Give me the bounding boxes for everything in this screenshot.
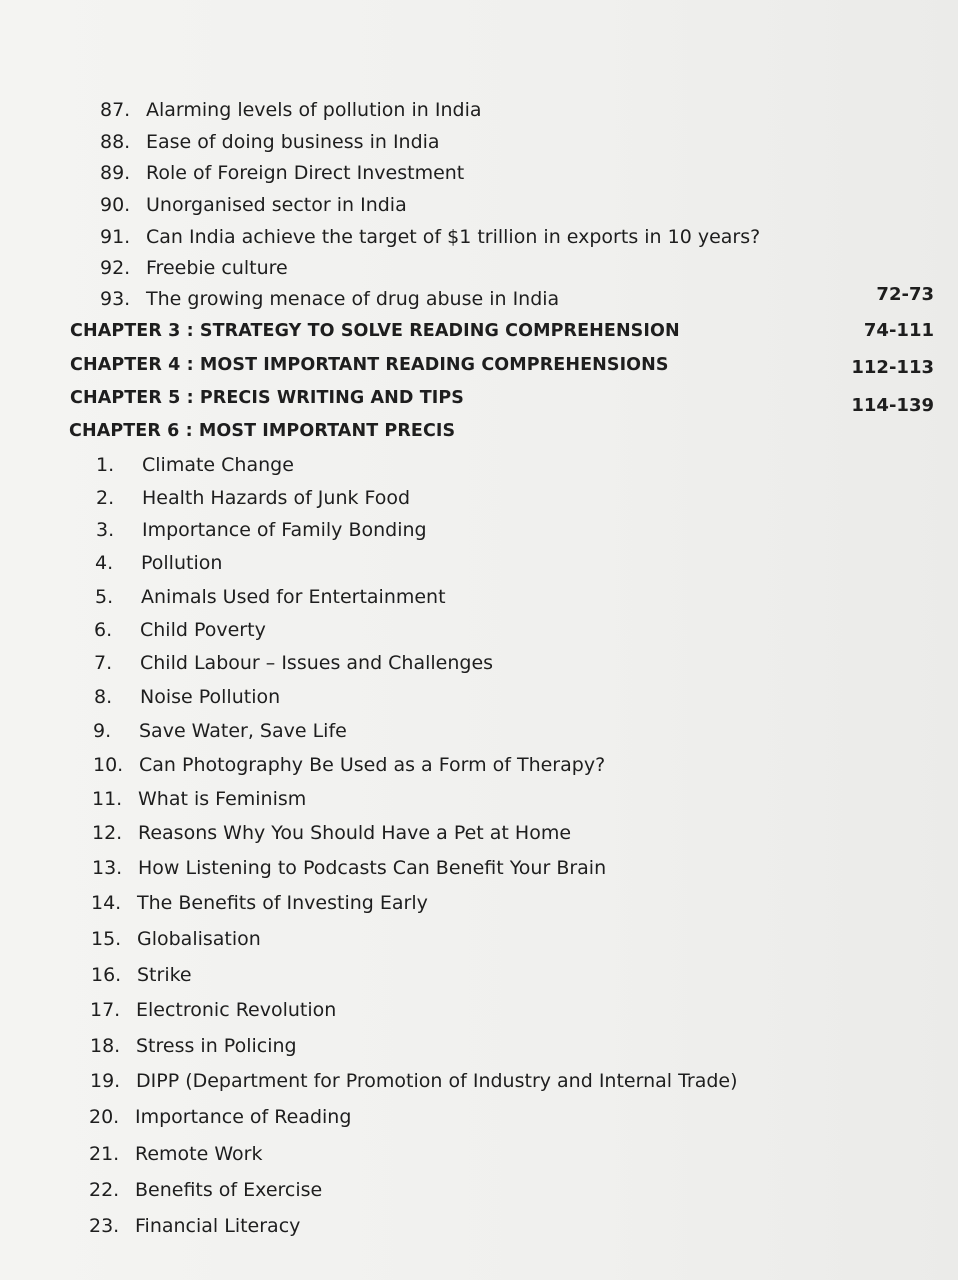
item-number: 1. bbox=[96, 454, 115, 476]
chapter-heading: CHAPTER 6 : MOST IMPORTANT PRECIS bbox=[69, 421, 456, 441]
item-number: 88. bbox=[100, 131, 131, 153]
item-number: 16. bbox=[91, 964, 122, 986]
item-title: Can Photography Be Used as a Form of Therapy? bbox=[139, 754, 606, 776]
item-number: 5. bbox=[95, 586, 114, 608]
item-number: 15. bbox=[91, 928, 122, 950]
item-number: 8. bbox=[94, 686, 113, 708]
item-number: 4. bbox=[95, 552, 114, 574]
item-title: Strike bbox=[137, 964, 192, 986]
item-title: Child Labour – Issues and Challenges bbox=[140, 652, 494, 674]
list-item bbox=[94, 618, 266, 642]
item-number: 11. bbox=[92, 788, 123, 810]
item-title: What is Feminism bbox=[138, 788, 307, 810]
item-number: 17. bbox=[90, 999, 121, 1021]
page-range: 114-139 bbox=[851, 395, 934, 416]
list-item bbox=[89, 1178, 322, 1202]
list-item bbox=[89, 1142, 262, 1166]
list-item bbox=[100, 287, 559, 311]
list-item bbox=[100, 256, 288, 280]
item-title: Importance of Family Bonding bbox=[142, 519, 427, 541]
item-title: Financial Literacy bbox=[135, 1215, 301, 1237]
item-number: 3. bbox=[96, 519, 115, 541]
item-title: Child Poverty bbox=[140, 619, 266, 641]
list-item bbox=[89, 1214, 300, 1238]
list-item bbox=[100, 130, 440, 154]
chapter-heading: CHAPTER 5 : PRECIS WRITING AND TIPS bbox=[70, 388, 465, 408]
item-title: Electronic Revolution bbox=[136, 999, 337, 1021]
item-title: How Listening to Podcasts Can Benefit Your Brain bbox=[138, 857, 607, 879]
item-number: 19. bbox=[90, 1070, 121, 1092]
item-title: The Benefits of Investing Early bbox=[137, 892, 428, 914]
list-item bbox=[94, 651, 493, 675]
item-title: Health Hazards of Junk Food bbox=[142, 487, 411, 509]
list-item bbox=[95, 585, 446, 609]
item-title: Climate Change bbox=[142, 454, 294, 476]
list-item bbox=[89, 1105, 351, 1129]
item-number: 92. bbox=[100, 257, 131, 279]
list-item bbox=[100, 98, 482, 122]
item-number: 22. bbox=[89, 1179, 120, 1201]
list-item bbox=[93, 753, 605, 777]
item-number: 6. bbox=[94, 619, 113, 641]
item-title: Save Water, Save Life bbox=[139, 720, 347, 742]
chapter-heading: CHAPTER 4 : MOST IMPORTANT READING COMPREHENSIONS bbox=[70, 355, 669, 375]
item-title: Alarming levels of pollution in India bbox=[146, 99, 482, 121]
list-item bbox=[100, 225, 760, 249]
item-number: 87. bbox=[100, 99, 131, 121]
list-item bbox=[100, 193, 407, 217]
page-range: 112-113 bbox=[851, 357, 934, 378]
list-item bbox=[100, 161, 464, 185]
item-title: Remote Work bbox=[135, 1143, 263, 1165]
item-title: Can India achieve the target of $1 trillion in exports in 10 years? bbox=[146, 226, 761, 248]
item-title: DIPP (Department for Promotion of Industry and Internal Trade) bbox=[136, 1070, 738, 1092]
item-title: Globalisation bbox=[137, 928, 261, 950]
list-item bbox=[94, 685, 280, 709]
item-number: 89. bbox=[100, 162, 131, 184]
item-number: 18. bbox=[90, 1035, 121, 1057]
item-title: Importance of Reading bbox=[135, 1106, 352, 1128]
page-range: 72-73 bbox=[876, 284, 934, 305]
item-title: Unorganised sector in India bbox=[146, 194, 407, 216]
list-item bbox=[93, 719, 347, 743]
item-number: 10. bbox=[93, 754, 124, 776]
item-number: 91. bbox=[100, 226, 131, 248]
list-item bbox=[92, 821, 571, 845]
item-number: 2. bbox=[96, 487, 115, 509]
list-item bbox=[92, 787, 306, 811]
item-number: 93. bbox=[100, 288, 131, 310]
item-title: Stress in Policing bbox=[136, 1035, 297, 1057]
item-title: Reasons Why You Should Have a Pet at Home bbox=[138, 822, 572, 844]
list-item bbox=[91, 891, 428, 915]
item-number: 90. bbox=[100, 194, 131, 216]
list-item bbox=[90, 1034, 297, 1058]
list-item bbox=[92, 856, 606, 880]
list-item bbox=[91, 963, 192, 987]
item-number: 20. bbox=[89, 1106, 120, 1128]
list-item bbox=[96, 453, 294, 477]
item-number: 14. bbox=[91, 892, 122, 914]
item-number: 7. bbox=[94, 652, 113, 674]
item-number: 23. bbox=[89, 1215, 120, 1237]
list-item bbox=[91, 927, 261, 951]
item-title: Pollution bbox=[141, 552, 223, 574]
item-number: 9. bbox=[93, 720, 112, 742]
item-title: The growing menace of drug abuse in India bbox=[146, 288, 560, 310]
list-item bbox=[90, 998, 336, 1022]
item-title: Benefits of Exercise bbox=[135, 1179, 323, 1201]
item-title: Noise Pollution bbox=[140, 686, 281, 708]
list-item bbox=[95, 551, 222, 575]
item-title: Animals Used for Entertainment bbox=[141, 586, 446, 608]
page-range: 74-111 bbox=[863, 320, 934, 341]
list-item bbox=[90, 1069, 738, 1093]
chapter-heading: CHAPTER 3 : STRATEGY TO SOLVE READING COMPREHENSION bbox=[70, 321, 680, 341]
item-number: 13. bbox=[92, 857, 123, 879]
item-number: 12. bbox=[92, 822, 123, 844]
item-title: Freebie culture bbox=[146, 257, 288, 279]
item-number: 21. bbox=[89, 1143, 120, 1165]
list-item bbox=[96, 518, 427, 542]
item-title: Ease of doing business in India bbox=[146, 131, 440, 153]
item-title: Role of Foreign Direct Investment bbox=[146, 162, 465, 184]
list-item bbox=[96, 486, 410, 510]
